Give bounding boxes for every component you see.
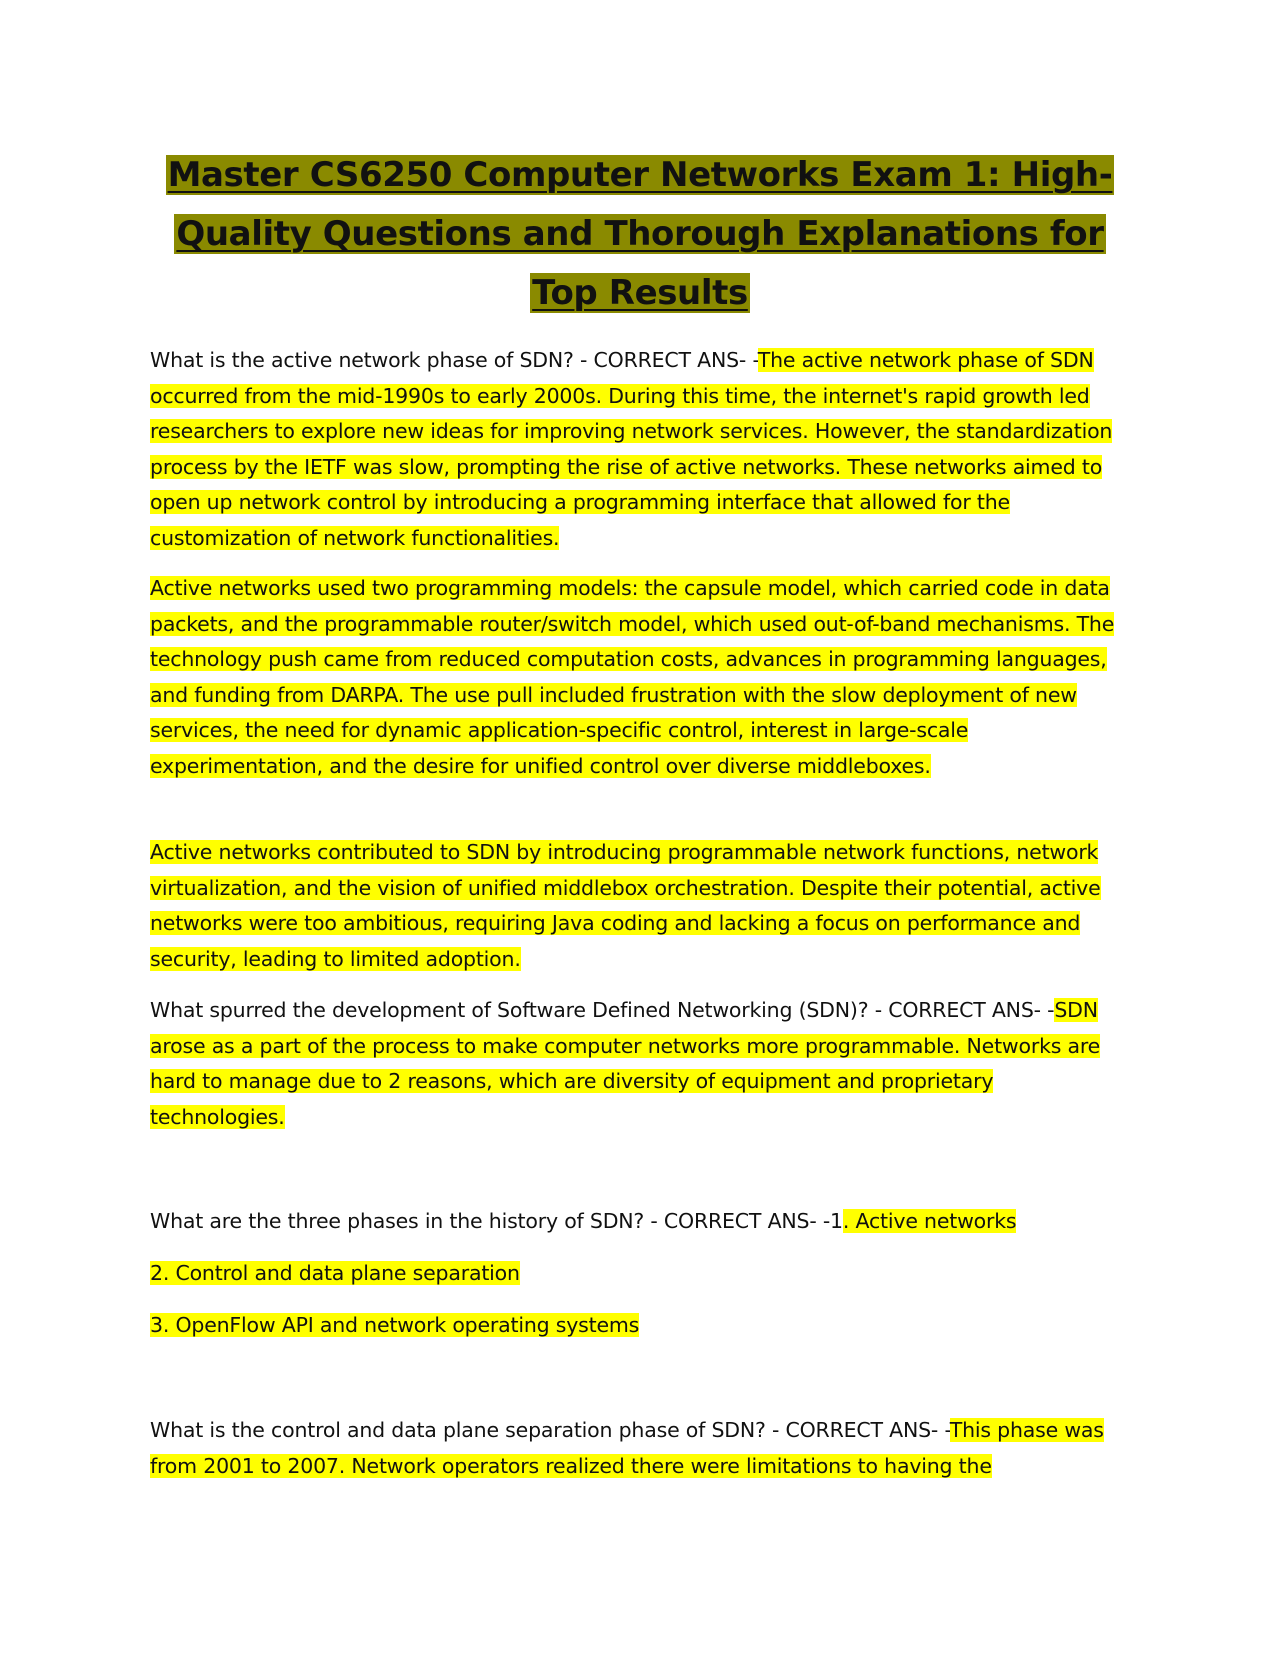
qa-block-three-phases xyxy=(150,1204,1130,1240)
answer-text: The active network phase of SDN occurred from the mid-1990s to early 2000s. During this time, the internet's rapid growth led researchers to explore new ideas for improving network services. However, the standardization process by the IETF was slow, prompting the rise of active networks. These networks aimed to open up network control by introducing a programming interface that allowed for the customization of network functionalities. xyxy=(150,348,1113,550)
title-text: Master CS6250 Computer Networks Exam 1: High-Quality Questions and Thorough Explanations for Top Results xyxy=(167,155,1113,313)
list-item-phase-3 xyxy=(150,1308,1130,1344)
answer-paragraph-programming-models xyxy=(150,571,1130,784)
qa-block-active-network-phase xyxy=(150,343,1130,556)
answer-text: . Active networks xyxy=(842,1209,1017,1233)
answer-text: 2. Control and data plane separation xyxy=(150,1261,520,1285)
question-text: What is the control and data plane separation phase of SDN? - CORRECT ANS- - xyxy=(150,1418,950,1442)
answer-paragraph-contributions xyxy=(150,835,1130,977)
answer-text: Active networks used two programming models: the capsule model, which carried code in data packets, and the programmable router/switch model, which used out-of-band mechanisms. The technology push came from reduced computation costs, advances in programming languages, and funding from DARPA. The use pull included frustration with the slow deployment of new services, the need for dynamic application-specific control, interest in large-scale experimentation, and the desire for unified control over diverse middleboxes. xyxy=(150,576,1115,778)
question-text: What are the three phases in the history of SDN? - CORRECT ANS- -1 xyxy=(150,1209,843,1233)
list-item-phase-2 xyxy=(150,1256,1130,1292)
qa-block-sdn-development xyxy=(150,993,1130,1135)
qa-block-control-data-plane xyxy=(150,1413,1130,1484)
answer-text: This phase was from 2001 to 2007. Network operators realized there were limitations to having the xyxy=(150,1418,1104,1478)
answer-text: SDN arose as a part of the process to make computer networks more programmable. Networks are hard to manage due to 2 reasons, which are diversity of equipment and proprietary technologies. xyxy=(150,998,1101,1129)
document-title xyxy=(150,146,1130,323)
answer-text: 3. OpenFlow API and network operating systems xyxy=(150,1313,640,1337)
answer-text: Active networks contributed to SDN by introducing programmable network functions, network virtualization, and the vision of unified middlebox orchestration. Despite their potential, active networks were too ambitious, requiring Java coding and lacking a focus on performance and security, leading to limited adoption. xyxy=(150,840,1101,971)
question-text: What is the active network phase of SDN? - CORRECT ANS- - xyxy=(150,348,758,372)
question-text: What spurred the development of Software Defined Networking (SDN)? - CORRECT ANS- - xyxy=(150,998,1055,1022)
